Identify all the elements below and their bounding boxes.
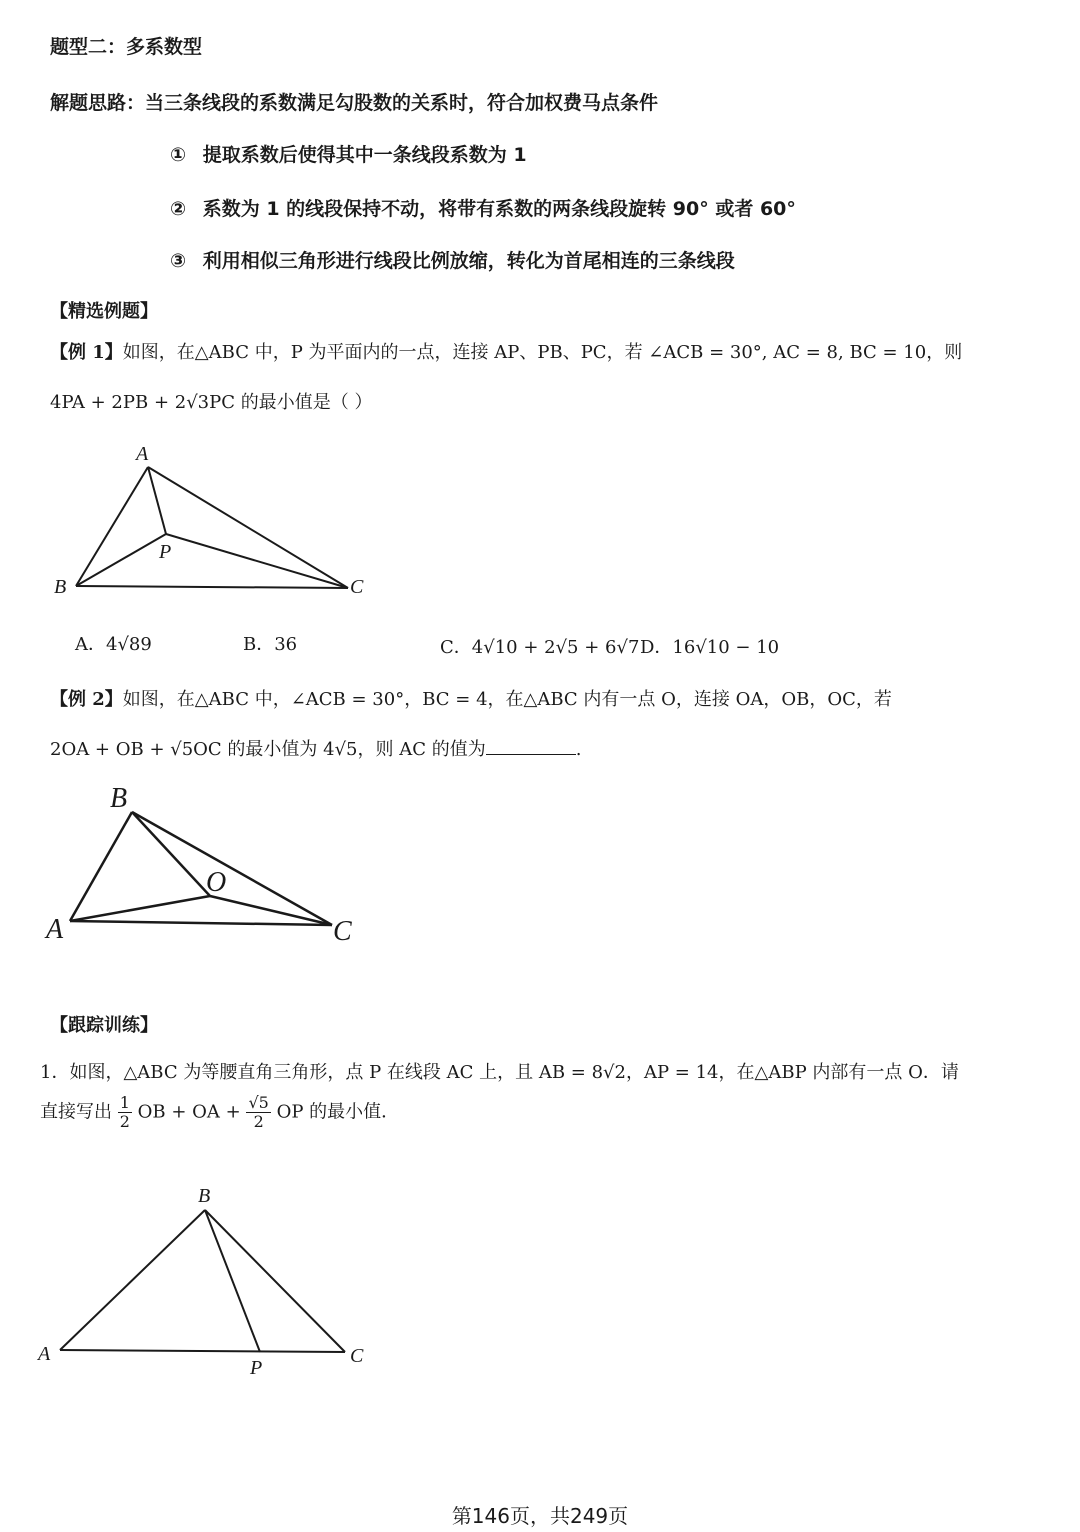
step-text: 提取系数后使得其中一条线段系数为 1 bbox=[202, 144, 527, 166]
practice1-middle: OB + OA + bbox=[137, 1101, 241, 1123]
practice1-line2 bbox=[40, 1094, 399, 1131]
example2-question: 2OA + OB + √5OC 的最小值为 4√5，则 AC 的值为 bbox=[50, 739, 486, 760]
segment-ac bbox=[70, 921, 332, 925]
example2-period: . bbox=[575, 739, 582, 760]
vertex-label-a: A bbox=[136, 443, 149, 465]
example2-line1 bbox=[50, 685, 892, 711]
fraction-sqrt5-half bbox=[246, 1094, 270, 1131]
segment-ab bbox=[76, 467, 148, 586]
segment-pc bbox=[166, 534, 348, 588]
segment-bc bbox=[76, 586, 348, 588]
vertex-label-a: A bbox=[46, 914, 64, 945]
vertex-label-b: B bbox=[54, 576, 67, 598]
step-text: 系数为 1 的线段保持不动，将带有系数的两条线段旋转 90° 或者 60° bbox=[202, 198, 796, 220]
segment-ab bbox=[60, 1210, 205, 1350]
step-marker: ① bbox=[170, 144, 187, 166]
segment-pb bbox=[76, 534, 166, 586]
vertex-label-c: C bbox=[333, 916, 352, 947]
segment-bc bbox=[132, 812, 332, 925]
approach-step-2 bbox=[170, 194, 796, 221]
segment-ac bbox=[148, 467, 348, 588]
segment-ob bbox=[132, 812, 210, 896]
segment-bc bbox=[205, 1210, 345, 1352]
vertex-label-c: C bbox=[350, 1345, 364, 1367]
step-text: 利用相似三角形进行线段比例放缩，转化为首尾相连的三条线段 bbox=[202, 250, 735, 272]
point-label-p: P bbox=[159, 541, 172, 563]
practice1-suffix: OP 的最小值． bbox=[276, 1101, 400, 1123]
practice1-prefix: 直接写出 bbox=[40, 1101, 112, 1123]
fraction-one-half bbox=[118, 1094, 132, 1131]
vertex-label-b: B bbox=[110, 783, 128, 814]
example1-option-b: B．36 bbox=[243, 634, 298, 655]
vertex-label-a: A bbox=[38, 1343, 51, 1365]
segment-oc bbox=[210, 896, 332, 925]
point-label-p: P bbox=[250, 1357, 263, 1379]
examples-heading: 【精选例题】 bbox=[50, 301, 158, 322]
approach-paragraph bbox=[50, 88, 658, 115]
approach-text: 当三条线段的系数满足勾股数的关系时，符合加权费马点条件 bbox=[145, 92, 659, 114]
point-label-o: O bbox=[206, 867, 227, 898]
practice1-line1: 1．如图，△ABC 为等腰直角三角形，点 P 在线段 AC 上，且 AB = 8√2，AP = 14，在△ABP 内部有一点 O．请 bbox=[40, 1062, 959, 1083]
example2-line2 bbox=[50, 735, 581, 761]
example1-option-d: D．16√10 − 10 bbox=[640, 637, 780, 658]
fraction-denominator: 2 bbox=[119, 1112, 130, 1131]
example2-tag: 【例 2】 bbox=[50, 689, 123, 710]
vertex-label-c: C bbox=[350, 576, 364, 598]
section-title: 题型二：多系数型 bbox=[50, 36, 203, 58]
example1-option-c: C．4√10 + 2√5 + 6√7 bbox=[440, 637, 640, 658]
practice-heading: 【跟踪训练】 bbox=[50, 1015, 158, 1036]
approach-step-1 bbox=[170, 140, 527, 167]
fraction-numerator: √5 bbox=[248, 1093, 269, 1112]
example1-figure bbox=[40, 435, 390, 605]
example1-option-a: A．4√89 bbox=[75, 634, 152, 655]
approach-step-3 bbox=[170, 246, 735, 273]
fraction-denominator: 2 bbox=[253, 1112, 264, 1131]
segment-bp bbox=[205, 1210, 260, 1352]
step-marker: ② bbox=[170, 198, 187, 220]
example2-figure bbox=[40, 775, 370, 955]
example1-line1 bbox=[50, 338, 962, 364]
answer-blank[interactable] bbox=[486, 740, 576, 755]
example1-line2: 4PA + 2PB + 2√3PC 的最小值是（ ） bbox=[50, 392, 373, 413]
step-marker: ③ bbox=[170, 250, 187, 272]
page-number: 第146页，共249页 bbox=[451, 1504, 629, 1528]
approach-label: 解题思路： bbox=[50, 92, 146, 114]
example1-text: 如图，在△ABC 中，P 为平面内的一点，连接 AP、PB、PC，若 ∠ACB = 30°, AC = 8, BC = 10，则 bbox=[122, 342, 963, 363]
example2-text: 如图，在△ABC 中，∠ACB = 30°，BC = 4，在△ABC 内有一点 O，连接 OA，OB，OC，若 bbox=[122, 689, 892, 710]
example1-tag: 【例 1】 bbox=[50, 342, 123, 363]
segment-ab bbox=[70, 812, 132, 921]
segment-oa bbox=[70, 896, 210, 921]
fraction-numerator: 1 bbox=[119, 1093, 130, 1112]
segment-ac bbox=[60, 1350, 345, 1352]
practice1-figure bbox=[30, 1180, 390, 1390]
vertex-label-b: B bbox=[198, 1185, 211, 1207]
